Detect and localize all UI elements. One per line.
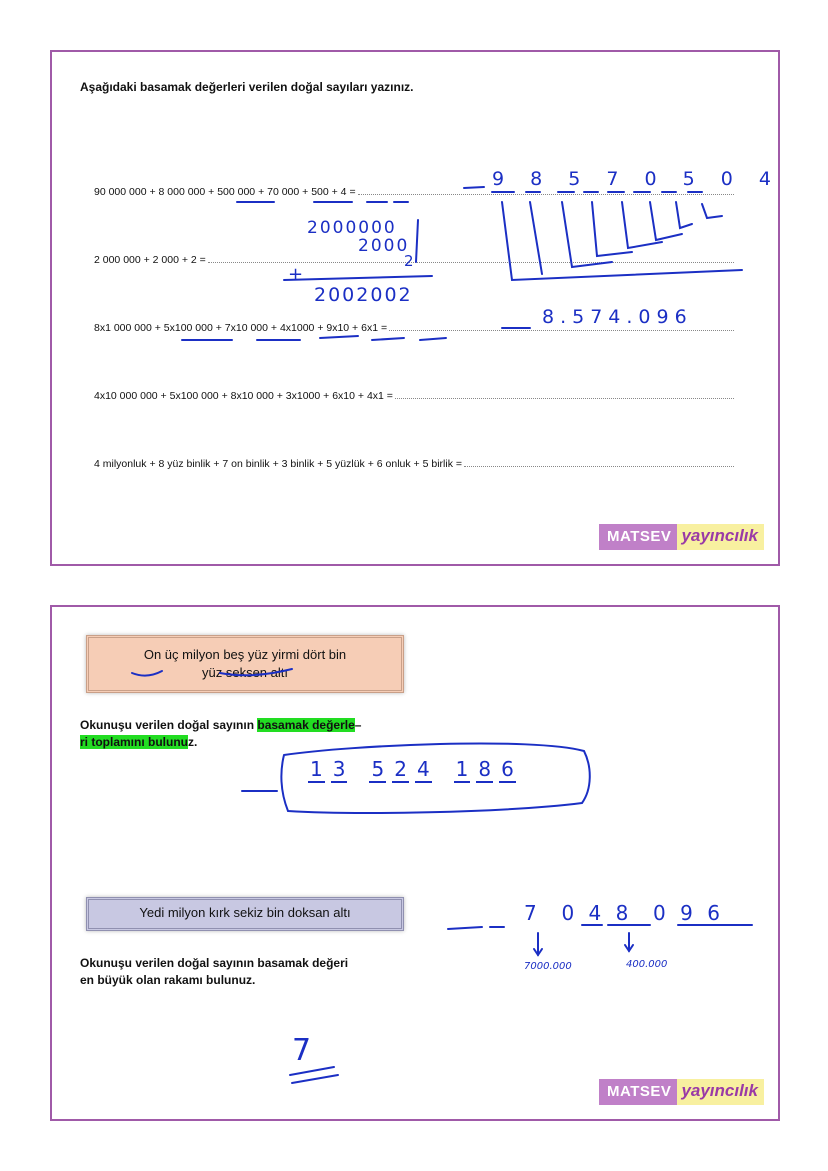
answer-digit: 6 (501, 757, 514, 781)
equation-text: 4x10 000 000 + 5x100 000 + 8x10 000 + 3x1000 + 6x10 + 4x1 = (94, 390, 393, 402)
handwritten-final-answer: 7 (292, 1033, 312, 1068)
equation-text: 2 000 000 + 2 000 + 2 = (94, 254, 206, 266)
publisher-logo (599, 1079, 764, 1105)
worksheet-title: Aşağıdaki basamak değerleri verilen doğal sayıları yazınız. (80, 80, 414, 94)
handwritten-answer-1-digits (308, 757, 522, 783)
question-1-text: Okunuşu verilen doğal sayının (80, 718, 258, 732)
handwritten-answer-3: 8.574.096 (542, 306, 693, 328)
handwritten-sum-line-2: 2000 (358, 236, 410, 256)
handwritten-sum-line-1: 2000000 (307, 218, 397, 238)
answer-digit: 8 (478, 757, 492, 781)
answer-digit: 2 (394, 757, 407, 781)
answer-digit: 3 (332, 757, 346, 781)
number-reading-box-2: Yedi milyon kırk sekiz bin doksan altı (86, 897, 404, 931)
question-1-highlight: ri toplamını bulunu (80, 735, 188, 749)
logo-suffix: yayıncılık (677, 524, 764, 550)
equation-text: 90 000 000 + 8 000 000 + 500 000 + 70 000 + 500 + 4 = (94, 186, 356, 198)
answer-digit: 1 (455, 757, 469, 781)
answer-digit: 4 (416, 757, 430, 781)
question-2 (80, 955, 348, 989)
equation-text: 8x1 000 000 + 5x100 000 + 7x10 000 + 4x1000 + 9x10 + 6x1 = (94, 322, 388, 334)
logo-brand: MATSEV (599, 1079, 677, 1105)
handwritten-plus-sign: + (288, 264, 304, 285)
handwritten-note-b: 400.000 (626, 959, 668, 970)
handwritten-answer-1: 9 8 5 7 0 5 0 4 (492, 168, 781, 190)
question-1-highlight: basamak değerle (257, 718, 355, 732)
worksheet-page-2 (50, 605, 780, 1121)
handwriting-strokes-2 (52, 607, 778, 1119)
publisher-logo (599, 524, 764, 550)
handwritten-note-a: 7000.000 (524, 961, 572, 972)
answer-digit: 1 (310, 757, 323, 781)
question-2-line-2: en büyük olan rakamı bulunuz. (80, 973, 256, 987)
logo-suffix: yayıncılık (677, 1079, 764, 1105)
handwritten-sum-result: 2002002 (314, 284, 413, 306)
question-1-dash: – (354, 718, 362, 732)
handwritten-answer-2: 7 0 4 8 0 9 6 (524, 901, 724, 925)
worksheet-page-1 (50, 50, 780, 566)
answer-digit: 5 (371, 757, 385, 781)
question-2-line-1: Okunuşu verilen doğal sayının basamak değeri (80, 956, 349, 970)
logo-brand: MATSEV (599, 524, 677, 550)
question-1-text: z. (188, 735, 198, 749)
box1-line-1: On üç milyon beş yüz yirmi dört bin (143, 647, 347, 662)
handwritten-sum-line-3: 2 (404, 252, 414, 270)
equation-text: 4 milyonluk + 8 yüz binlik + 7 on binlik + 3 binlik + 5 yüzlük + 6 onluk + 5 birlik = (94, 458, 462, 470)
box1-line-2: yüz seksen altı (202, 665, 288, 680)
